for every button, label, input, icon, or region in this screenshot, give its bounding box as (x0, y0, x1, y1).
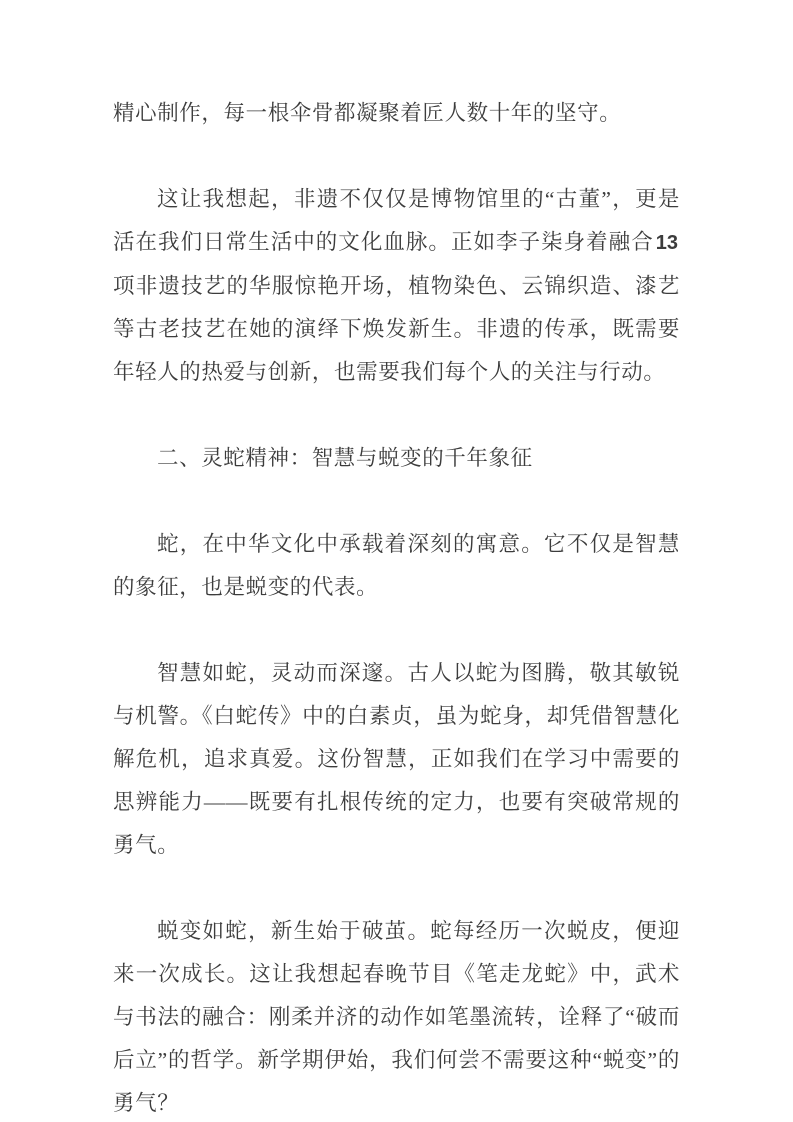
section-heading-two: 二、灵蛇精神：智慧与蜕变的千年象征 (157, 446, 533, 470)
document-text-column (113, 92, 680, 1122)
paragraph-continuation: 精心制作，每一根伞骨都凝聚着匠人数十年的坚守。 (113, 101, 622, 125)
inline-number-thirteen: 13 (655, 232, 678, 254)
paragraph-transformation-like-snake: 蜕变如蛇，新生始于破茧。蛇每经历一次蜕皮，便迎来一次成长。这让我想起春晚节目《笔走龙蛇》中，武术与书法的融合：刚柔并济的动作如笔墨流转，诠释了“破而后立”的哲学。新学期伊始，我们何尝不需要这种“蜕变”的勇气？ (113, 919, 680, 1115)
paragraph-wisdom-like-snake: 智慧如蛇，灵动而深邃。古人以蛇为图腾，敬其敏锐与机警。《白蛇传》中的白素贞，虽为蛇身，却凭借智慧化解危机，追求真爱。这份智慧，正如我们在学习中需要的思辨能力——既要有扎根传统的定力，也要有突破常规的勇气。 (113, 661, 680, 857)
paragraph-text-segment-after-number: 项非遗技艺的华服惊艳开场，植物染色、云锦织造、漆艺等古老技艺在她的演绎下焕发新生。非遗的传承，既需要年轻人的热爱与创新，也需要我们每个人的关注与行动。 (113, 274, 680, 384)
paragraph-snake-symbolism: 蛇，在中华文化中承载着深刻的寓意。它不仅是智慧的象征，也是蜕变的代表。 (113, 532, 680, 599)
paragraph-text-segment-before-number: 这让我想起，非遗不仅仅是博物馆里的“古董”，更是活在我们日常生活中的文化血脉。正如李子柒身着融合 (113, 187, 680, 254)
paragraph-intangible-heritage (113, 178, 680, 394)
